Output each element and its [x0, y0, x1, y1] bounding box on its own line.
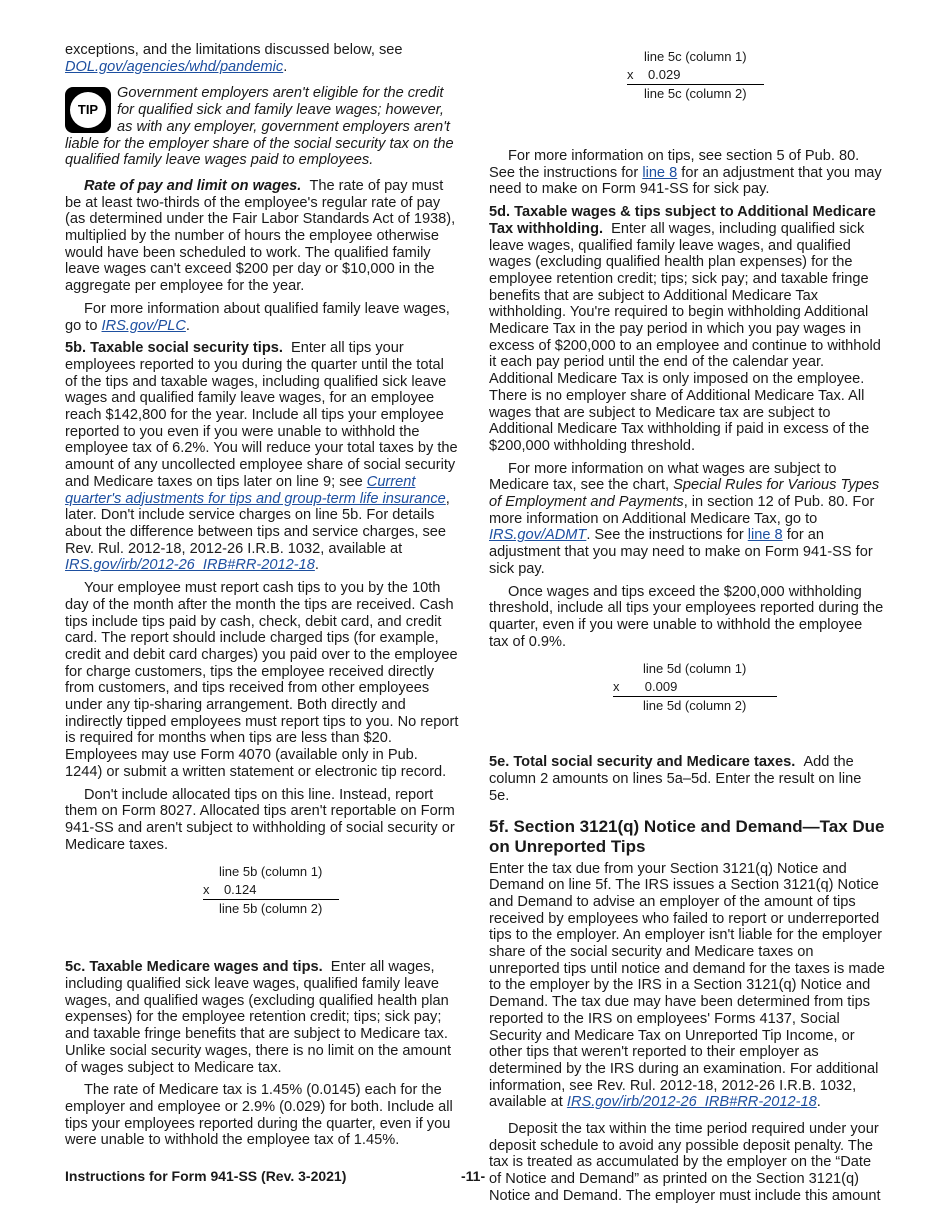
- tip-text: Government employers aren't eligible for the credit for qualified sick and family leave wages; however, as with any employer, government employers aren't liable for the employer share of the social security tax on the qualified family leave wages paid to employees.: [65, 85, 454, 169]
- calc-5c-line3: line 5c (column 2): [627, 84, 764, 103]
- s5f-paragraph-2: Deposit the tax within the time period required under your deposit schedule to avoid any possible deposit penalty. The tax is treated as accumulated by the employer on the “Date of Notice and Demand” as printed on the Section 3121(q) Notice and Demand. The employer must include this amount: [489, 1121, 881, 1204]
- line8-link[interactable]: line 8: [642, 164, 678, 181]
- right-column: [489, 42, 885, 1211]
- current-quarter-adjustments-link[interactable]: Current quarter's adjustments for tips and group-term life insurance: [65, 473, 446, 507]
- moreinfo-paragraph: For more information about qualified family leave wages, go to IRS.gov/PLC.: [65, 300, 450, 334]
- calc-5b-multiplier: x 0.124: [203, 882, 257, 898]
- tip-box: [65, 85, 459, 169]
- s5c-heading: 5c. Taxable Medicare wages and tips.: [65, 959, 323, 976]
- calc-5b-line1: line 5b (column 1): [219, 864, 323, 880]
- calc-5c-multiplier: x 0.029: [627, 67, 681, 82]
- calc-5c: [489, 48, 885, 108]
- calc-5d-line3: line 5d (column 2): [613, 696, 777, 715]
- irb-link-2[interactable]: IRS.gov/irb/2012-26_IRB#RR-2012-18: [566, 1094, 817, 1111]
- calc-5d-multiplier: x 0.009: [613, 679, 678, 695]
- irs-admt-link[interactable]: IRS.gov/ADMT: [489, 527, 587, 544]
- line8-link-2[interactable]: line 8: [747, 527, 783, 544]
- s5b-paragraph-2: Your employee must report cash tips to you by the 10th day of the month after the month the tips are received. Cash tips include tips paid by cash, check, debit card, and credit card. The report should include charged tips (for example, credit and debit card charges) you paid over to the employee for charge customers, tips the employee received directly from customers, and tips received from other employees under any tip-sharing arrangement. Both directly and indirectly tipped employees must report tips to you. No report is required for months when tips are less than $20. Employees may use Form 4070 (available only in Pub. 1244) or submit a written statement or electronic tip record.: [65, 580, 459, 780]
- dol-pandemic-link[interactable]: DOL.gov/agencies/whd/pandemic: [65, 58, 284, 75]
- left-column: [65, 42, 459, 1155]
- s5b-heading: 5b. Taxable social security tips.: [65, 340, 283, 357]
- rate-paragraph: Rate of pay and limit on wages. The rate of pay must be at least two-thirds of the employee's regular rate of pay (as determined under the Fair Labor Standards Act of 1938), multiplied by the number of hours the employee otherwise would have been scheduled to work. The qualified family leave wages can't exceed $200 per day or $10,000 in the aggregate per employee for the year.: [65, 177, 456, 295]
- intro-paragraph: exceptions, and the limitations discussed below, see DOL.gov/agencies/whd/pandemic.: [65, 42, 403, 75]
- tip-icon: TIP: [65, 87, 111, 133]
- footer-page-number: -11-: [461, 1168, 486, 1184]
- calc-5b: [65, 863, 459, 923]
- calc-5c-line1: line 5c (column 1): [644, 49, 747, 64]
- s5b-paragraph-3: Don't include allocated tips on this line. Instead, report them on Form 8027. Allocated tips aren't reportable on Form 941-SS and aren't subject to withholding of social security or Medicare taxes.: [65, 786, 455, 853]
- s5e-paragraph: 5e. Total social security and Medicare taxes. Add the column 2 amounts on lines 5a–5d. Enter the result on line 5e.: [489, 754, 862, 804]
- irb-link[interactable]: IRS.gov/irb/2012-26_IRB#RR-2012-18: [65, 557, 315, 574]
- rate-heading: Rate of pay and limit on wages.: [84, 177, 302, 194]
- irs-plc-link[interactable]: IRS.gov/PLC: [101, 317, 186, 334]
- footer-form-title: Instructions for Form 941-SS (Rev. 3-2021): [65, 1168, 347, 1184]
- calc-5d-line1: line 5d (column 1): [643, 661, 747, 677]
- calc-5b-line3: line 5b (column 2): [203, 899, 339, 918]
- s5f-paragraph: Enter the tax due from your Section 3121(q) Notice and Demand on line 5f. The IRS issues a Section 3121(q) Notice and Demand to advise an employer of the amount of tips received by employees who failed to report or underreported tips to the employer. An employer isn't liable for the employer share of the social security and Medicare taxes on unreported tips until notice and demand for the taxes is made to the employer by the IRS in a Section 3121(q) Notice and Demand. The tax due may have been determined from tips reported to the IRS on employees' Forms 4137, Social Security and Medicare Tax on Unreported Tip Income, or other tips that weren't reported to their employer as determined by the IRS during an examination. For additional information, see Rev. Rul. 2012-18, 2012-26 I.R.B. 1032, available at IRS.gov/irb/2012-26_IRB#RR-2012-18.: [489, 860, 885, 1111]
- s5d-paragraph-2: For more information on what wages are subject to Medicare tax, see the chart, Special Rules for Various Types of Employment and Payments, in section 12 of Pub. 80. For more information on Additional Medicare Tax, go to IRS.gov/ADMT. See the instructions for line 8 for an adjustment that you may need to make on Form 941-SS for sick pay.: [489, 460, 880, 577]
- s5e-heading: 5e. Total social security and Medicare taxes.: [489, 754, 796, 771]
- calc-5d: [489, 660, 885, 720]
- tips-info-paragraph: For more information on tips, see section 5 of Pub. 80. See the instructions for line 8 for an adjustment that you may need to make on Form 941-SS for sick pay.: [489, 148, 882, 198]
- s5d-heading: 5d. Taxable wages & tips subject to Additional Medicare Tax withholding.: [489, 204, 876, 237]
- s5f-heading: 5f. Section 3121(q) Notice and Demand—Tax Due on Unreported Tips: [489, 816, 885, 856]
- s5d-paragraph: 5d. Taxable wages & tips subject to Additional Medicare Tax withholding. Enter all wages, including qualified sick leave wages, qualified family leave wages, and qualified wages (excluding qualified health plan expenses) for the employee retention credit; tips; sick pay; and taxable fringe benefits that are subject to Additional Medicare Tax withholding. You're required to begin withholding Additional Medicare Tax in the pay period in which you pay wages in excess of $200,000 to an employee and continue to withhold it each pay period until the end of the calendar year. Additional Medicare Tax is only imposed on the employee. There is no employer share of Additional Medicare Tax. All wages that are subject to Medicare tax are subject to Additional Medicare Tax withholding if paid in excess of the $200,000 withholding threshold.: [489, 204, 881, 454]
- s5c-paragraph-2: The rate of Medicare tax is 1.45% (0.0145) each for the employer and employee or 2.9% (0.029) for both. Include all tips your employees reported during the quarter, even if you were unable to withhold the employee tax of 1.45%.: [65, 1082, 453, 1149]
- s5c-paragraph: 5c. Taxable Medicare wages and tips. Enter all wages, including qualified sick leave wages, qualified family leave wages, and qualified wages (excluding qualified health plan expenses) for the employee retention credit; tips; sick pay; and taxable fringe benefits that are subject to Medicare tax. Unlike social security wages, there is no limit on the amount of wages subject to Medicare tax.: [65, 959, 452, 1076]
- s5d-paragraph-3: Once wages and tips exceed the $200,000 withholding threshold, include all tips your employees reported during the quarter, even if you were unable to withhold the employee tax of 0.9%.: [489, 583, 884, 650]
- s5b-paragraph: 5b. Taxable social security tips. Enter all tips your employees reported to you during the quarter until the total of the tips and taxable wages, including qualified sick leave wages and qualified family leave wages, for an employee reach $142,800 for the year. Include all tips your employee reported to you even if you were unable to withhold the employee tax of 6.2%. You will reduce your total taxes by the amount of any uncollected employee share of social security and Medicare taxes on tips later on line 9; see Current quarter's adjustments for tips and group-term life insurance, later. Don't include service charges on line 5b. For details about the difference between tips and service charges, see Rev. Rul. 2012-18, 2012-26 I.R.B. 1032, available at IRS.gov/irb/2012-26_IRB#RR-2012-18.: [65, 340, 458, 574]
